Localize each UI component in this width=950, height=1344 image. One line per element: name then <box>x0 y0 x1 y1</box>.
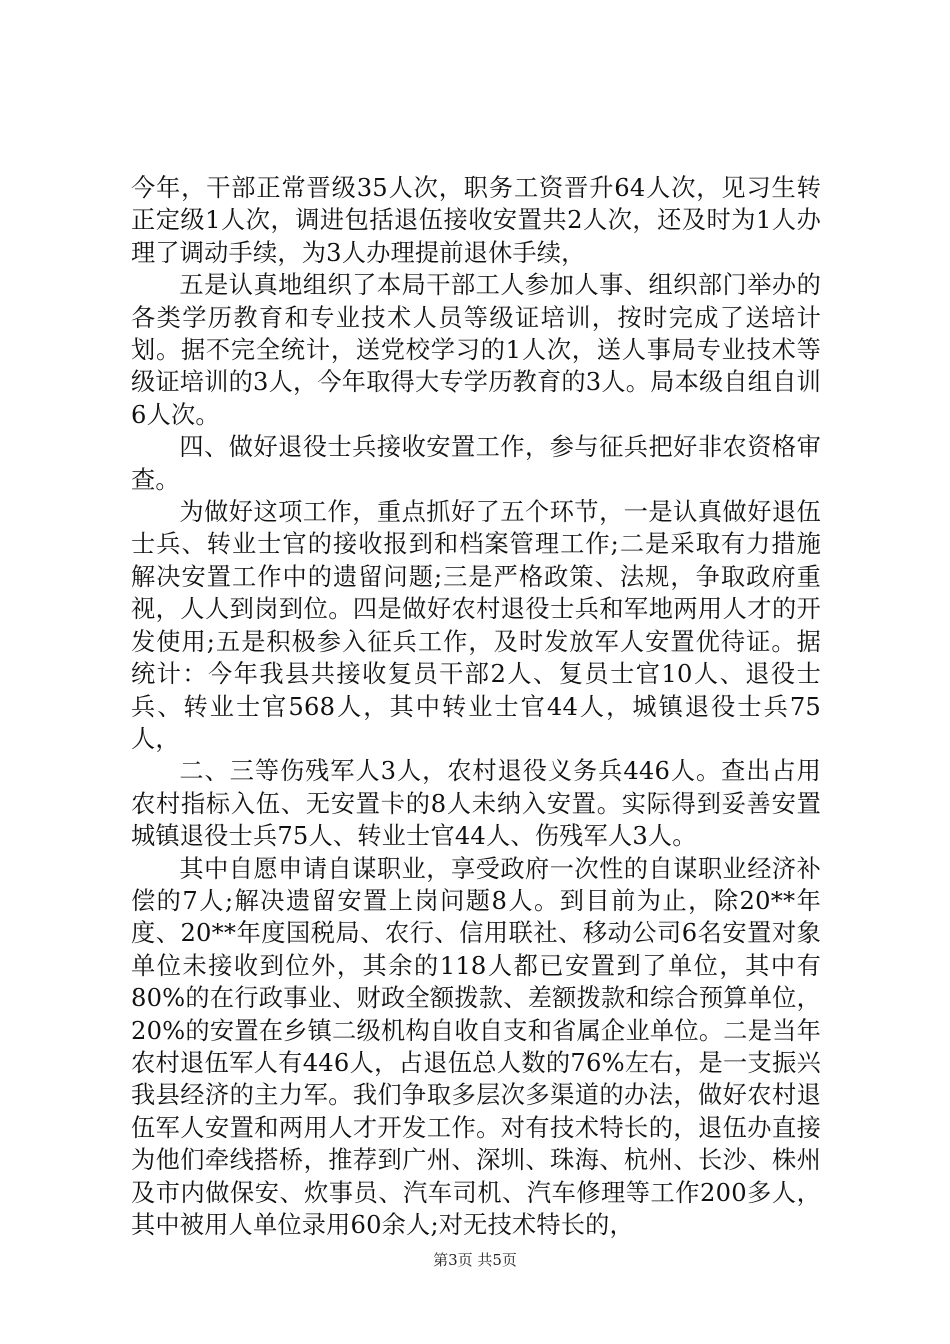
paragraph-1: 今年，干部正常晋级35人次，职务工资晋升64人次，见习生转正定级1人次，调进包括退伍接收安置共2人次，还及时为1人办理了调动手续，为3人办理提前退休手续， <box>131 174 821 267</box>
paragraph-5: 二、三等伤残军人3人，农村退役义务兵446人。查出占用农村指标入伍、无安置卡的8人未纳入安置。实际得到妥善安置城镇退役士兵75人、转业士官44人、伤残军人3人。 <box>131 757 821 851</box>
document-body <box>131 172 821 1241</box>
paragraph-2: 五是认真地组织了本局干部工人参加人事、组织部门举办的各类学历教育和专业技术人员等级证培训，按时完成了送培计划。据不完全统计，送党校学习的1人次，送人事局专业技术等级证培训的3人，今年取得大专学历教育的3人。局本级自组自训6人次。 <box>131 271 821 429</box>
paragraph-4: 为做好这项工作，重点抓好了五个环节，一是认真做好退伍士兵、转业士官的接收报到和档案管理工作;二是采取有力措施解决安置工作中的遗留问题;三是严格政策、法规，争取政府重视，人人到岗到位。四是做好农村退役士兵和军地两用人才的开发使用;五是积极参入征兵工作，及时发放军人安置优待证。据统计：今年我县共接收复员干部2人、复员士官10人、退役士兵、转业士官568人，其中转业士官44人，城镇退役士兵75人， <box>131 498 821 753</box>
page-footer: 第3页 共5页 <box>433 1251 517 1269</box>
paragraph-6: 其中自愿申请自谋职业，享受政府一次性的自谋职业经济补偿的7人;解决遗留安置上岗问题8人。到目前为止，除20**年度、20**年度国税局、农行、信用联社、移动公司6名安置对象单位未接收到位外，其余的118人都已安置到了单位，其中有80%的在行政事业、财政全额拨款、差额拨款和综合预算单位，20%的安置在乡镇二级机构自收自支和省属企业单位。二是当年农村退伍军人有446人，占退伍总人数的76%左右，是一支振兴我县经济的主力军。我们争取多层次多渠道的办法，做好农村退伍军人安置和两用人才开发工作。对有技术特长的，退伍办直接为他们牵线搭桥，推荐到广州、深圳、珠海、杭州、长沙、株州及市内做保安、炊事员、汽车司机、汽车修理等工作200多人，其中被用人单位录用60余人;对无技术特长的， <box>131 854 821 1239</box>
paragraph-3: 四、做好退役士兵接收安置工作，参与征兵把好非农资格审查。 <box>131 433 821 494</box>
